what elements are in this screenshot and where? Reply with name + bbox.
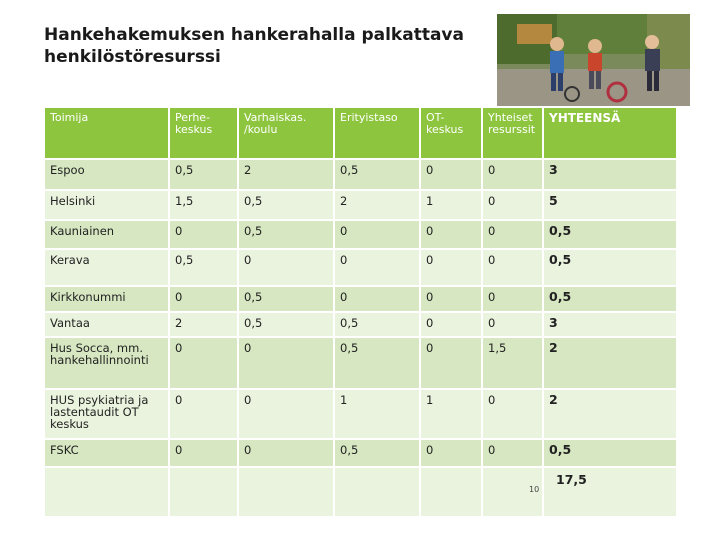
personnel-resource-table: [43, 106, 678, 518]
cell-value: 0: [169, 286, 238, 312]
cell-value: 0: [169, 220, 238, 249]
cell-value: 0: [238, 439, 334, 467]
cell-total: 2: [543, 389, 677, 439]
cell-total: 0,5: [543, 220, 677, 249]
cell-value: 0: [482, 312, 543, 337]
cell-value: 2: [169, 312, 238, 337]
cell-value: 0: [420, 159, 482, 190]
header-erityistaso: Erityistaso: [334, 107, 420, 159]
cell-value: 0,5: [238, 190, 334, 220]
header-ot-keskus: OT-keskus: [420, 107, 482, 159]
table-row: [44, 286, 677, 312]
cell-value: 0,5: [238, 286, 334, 312]
cell-value: 0,5: [238, 220, 334, 249]
cell-value: 0,5: [334, 159, 420, 190]
cell-toimija: Kauniainen: [44, 220, 169, 249]
cell-value: 0,5: [334, 312, 420, 337]
cell-toimija: Kirkkonummi: [44, 286, 169, 312]
header-yhteensa: YHTEENSÄ: [543, 107, 677, 159]
photo-illustration: [497, 14, 690, 106]
cell-value: 0: [334, 220, 420, 249]
cell-value: 0: [482, 439, 543, 467]
table-row: [44, 159, 677, 190]
cell-toimija: Kerava: [44, 249, 169, 286]
title-line-2: henkilöstöresurssi: [44, 47, 221, 67]
cell-total: 3: [543, 159, 677, 190]
cell-value: 1,5: [169, 190, 238, 220]
cell-value: 0: [238, 337, 334, 389]
cell-value: 1,5: [482, 337, 543, 389]
cell-total: 5: [543, 190, 677, 220]
cell-empty: [238, 467, 334, 517]
cell-value: 0: [482, 159, 543, 190]
cell-total: 2: [543, 337, 677, 389]
cell-value: 0: [169, 439, 238, 467]
cell-value: 0,5: [334, 337, 420, 389]
table-row: [44, 389, 677, 439]
cell-value: 0,5: [334, 439, 420, 467]
cell-total: 3: [543, 312, 677, 337]
cell-toimija: Espoo: [44, 159, 169, 190]
cell-value: 0: [420, 220, 482, 249]
cell-empty: [420, 467, 482, 517]
cell-value: 0: [420, 249, 482, 286]
cell-value: 0: [482, 220, 543, 249]
cell-toimija: Hus Socca, mm. hankehallinnointi: [44, 337, 169, 389]
cell-empty: [169, 467, 238, 517]
cell-empty: [334, 467, 420, 517]
cell-value: 0,5: [169, 249, 238, 286]
cell-toimija: FSKC: [44, 439, 169, 467]
title-line-1: Hankehakemuksen hankerahalla palkattava: [44, 25, 464, 45]
table-row: [44, 220, 677, 249]
table-row: [44, 190, 677, 220]
cell-value: 0: [482, 190, 543, 220]
grand-total: 17,5: [556, 472, 587, 487]
cell-value: 0: [238, 249, 334, 286]
cell-value: 1: [420, 389, 482, 439]
table-header-row: [44, 107, 677, 159]
table-row: [44, 337, 677, 389]
cell-value: 2: [238, 159, 334, 190]
table-row: [44, 312, 677, 337]
cell-value: 0: [169, 337, 238, 389]
header-perhekeskus: Perhe-keskus: [169, 107, 238, 159]
cell-value: 0,5: [238, 312, 334, 337]
cell-value: 2: [334, 190, 420, 220]
cell-value: 0,5: [169, 159, 238, 190]
table-row: [44, 439, 677, 467]
page-number: 10: [529, 485, 540, 494]
cell-value: 0: [420, 286, 482, 312]
cell-toimija: HUS psykiatria ja lastentaudit OT keskus: [44, 389, 169, 439]
cell-value: 0: [482, 249, 543, 286]
cell-total: 0,5: [543, 249, 677, 286]
table-row: [44, 249, 677, 286]
cell-value: 0: [334, 249, 420, 286]
cell-total: 0,5: [543, 439, 677, 467]
cell-empty: [44, 467, 169, 517]
cell-value: 0: [420, 312, 482, 337]
cell-value: 1: [420, 190, 482, 220]
cell-value: 1: [334, 389, 420, 439]
cell-value: 0: [482, 389, 543, 439]
cell-total: 0,5: [543, 286, 677, 312]
cell-value: 0: [169, 389, 238, 439]
cell-value: 0: [420, 337, 482, 389]
header-toimija: Toimija: [44, 107, 169, 159]
cell-toimija: Vantaa: [44, 312, 169, 337]
cell-toimija: Helsinki: [44, 190, 169, 220]
header-varhaiskasvatus: Varhaiskas. /koulu: [238, 107, 334, 159]
cell-value: 0: [482, 286, 543, 312]
children-playing-photo: [497, 14, 690, 106]
cell-value: 0: [238, 389, 334, 439]
slide-title: [44, 24, 494, 68]
header-yhteiset-resurssit: Yhteiset resurssit: [482, 107, 543, 159]
cell-value: 0: [334, 286, 420, 312]
cell-value: 0: [420, 439, 482, 467]
